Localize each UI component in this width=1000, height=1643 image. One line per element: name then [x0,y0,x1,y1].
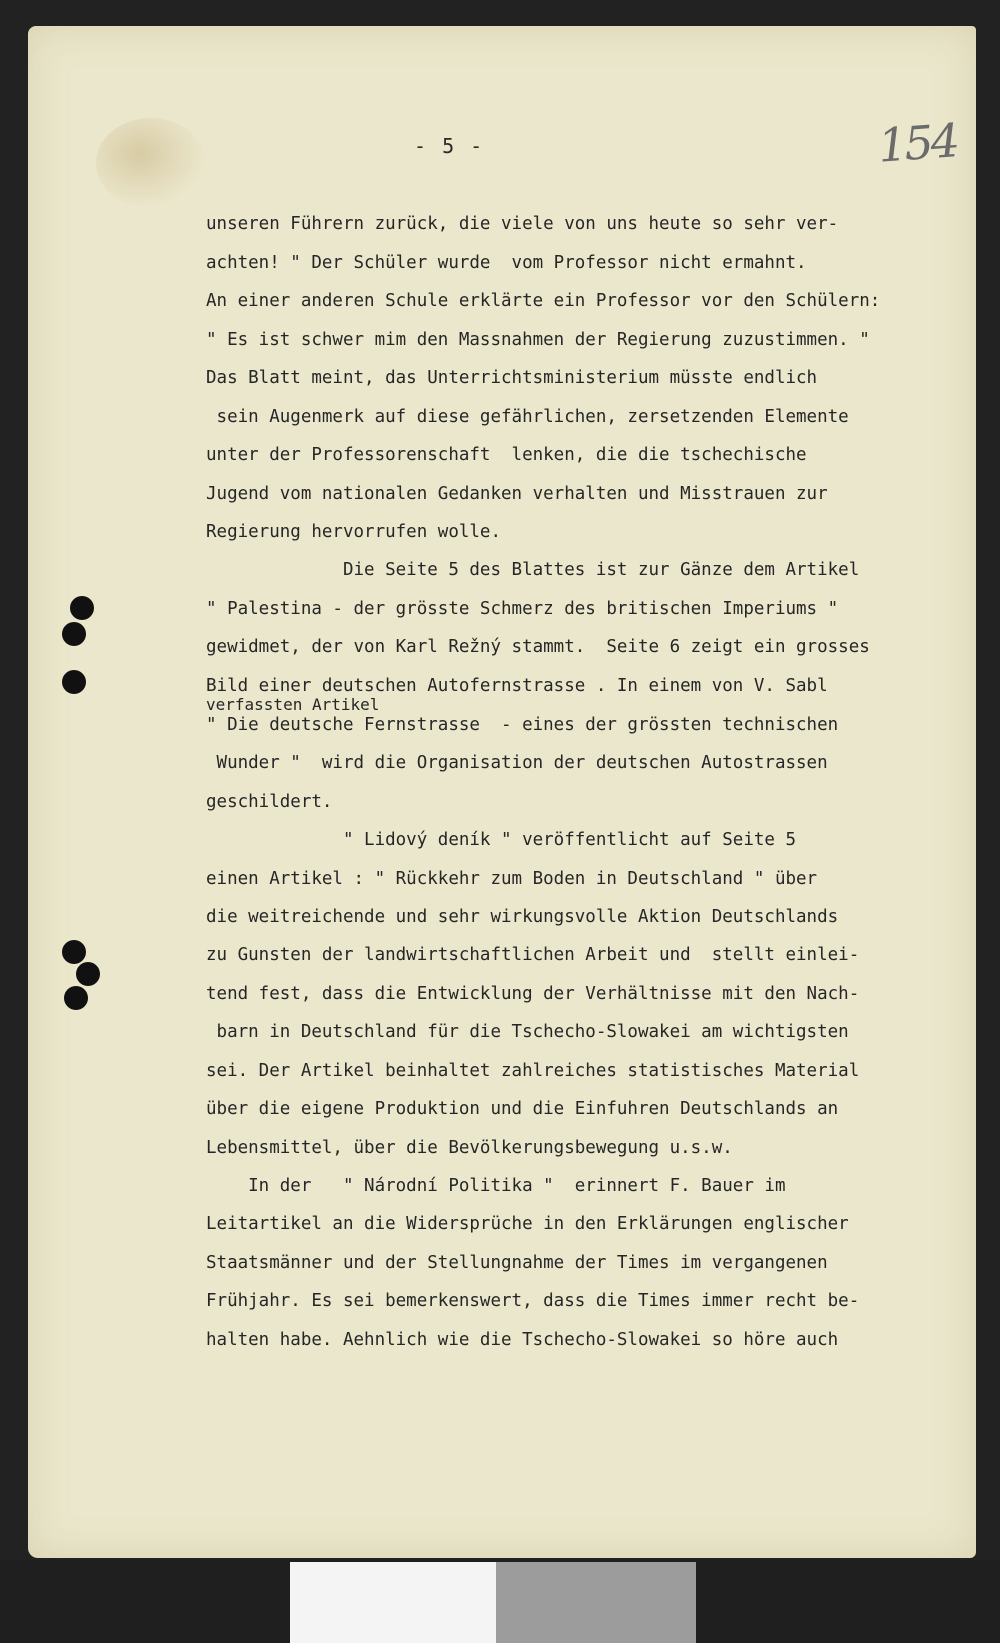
text-line: Wunder " wird die Organisation der deutschen Autostrassen [206,753,828,773]
text-line: gewidmet, der von Karl Režný stammt. Seite 6 zeigt ein grosses [206,637,870,657]
text-line: Leitartikel an die Widersprüche in den Erklärungen englischer [206,1214,849,1234]
text-line: geschildert. [206,792,333,812]
text-line: halten habe. Aehnlich wie die Tschecho-Slowakei so höre auch [206,1330,839,1350]
text-line: Die Seite 5 des Blattes ist zur Gänze dem Artikel [206,560,860,580]
text-line: " Es ist schwer mim den Massnahmen der Regierung zuzustimmen. " [206,330,870,350]
text-line: Staatsmänner und der Stellungnahme der Times im vergangenen [206,1253,828,1273]
text-line: über die eigene Produktion und die Einfuhren Deutschlands an [206,1099,839,1119]
text-line: tend fest, dass die Entwicklung der Verhältnisse mit den Nach- [206,984,860,1004]
text-line: verfassten Artikel [206,695,380,714]
color-calibration-grey [496,1562,696,1643]
text-line: Bild einer deutschen Autofernstrasse . In einem von V. Sabl [206,676,828,696]
punch-hole [62,670,86,694]
text-line: einen Artikel : " Rückkehr zum Boden in Deutschland " über [206,869,818,889]
text-line: unseren Führern zurück, die viele von uns heute so sehr ver- [206,214,839,234]
punch-hole [70,596,94,620]
text-line: Frühjahr. Es sei bemerkenswert, dass die Times immer recht be- [206,1291,860,1311]
text-line: Lebensmittel, über die Bevölkerungsbewegung u.s.w. [206,1138,733,1158]
text-line: zu Gunsten der landwirtschaftlichen Arbeit und stellt einlei- [206,945,860,965]
text-line: sei. Der Artikel beinhaltet zahlreiches statistisches Material [206,1061,860,1081]
text-line: Regierung hervorrufen wolle. [206,522,502,542]
text-line: sein Augenmerk auf diese gefährlichen, zersetzenden Elemente [206,407,849,427]
text-line: Jugend vom nationalen Gedanken verhalten und Misstrauen zur [206,484,828,504]
text-line: An einer anderen Schule erklärte ein Professor vor den Schülern: [206,291,881,311]
handwritten-folio-number: 154 [876,113,959,173]
text-line: " Palestina - der grösste Schmerz des britischen Imperiums " [206,599,839,619]
text-line: " Die deutsche Fernstrasse - eines der grössten technischen [206,715,839,735]
page-number: - 5 - [414,134,485,158]
text-line: In der " Národní Politika " erinnert F. Bauer im [206,1176,786,1196]
text-line: " Lidový deník " veröffentlicht auf Seite 5 [206,830,797,850]
text-line: Das Blatt meint, das Unterrichtsministerium müsste endlich [206,368,818,388]
text-line: achten! " Der Schüler wurde vom Professor nicht ermahnt. [206,253,807,273]
paper-stain [96,118,206,208]
punch-hole [62,622,86,646]
text-line: unter der Professorenschaft lenken, die die tschechische [206,445,807,465]
color-calibration-white [290,1562,496,1643]
punch-hole [62,940,86,964]
text-line: die weitreichende und sehr wirkungsvolle Aktion Deutschlands [206,907,839,927]
text-line: barn in Deutschland für die Tschecho-Slowakei am wichtigsten [206,1022,849,1042]
punch-hole [76,962,100,986]
punch-hole [64,986,88,1010]
